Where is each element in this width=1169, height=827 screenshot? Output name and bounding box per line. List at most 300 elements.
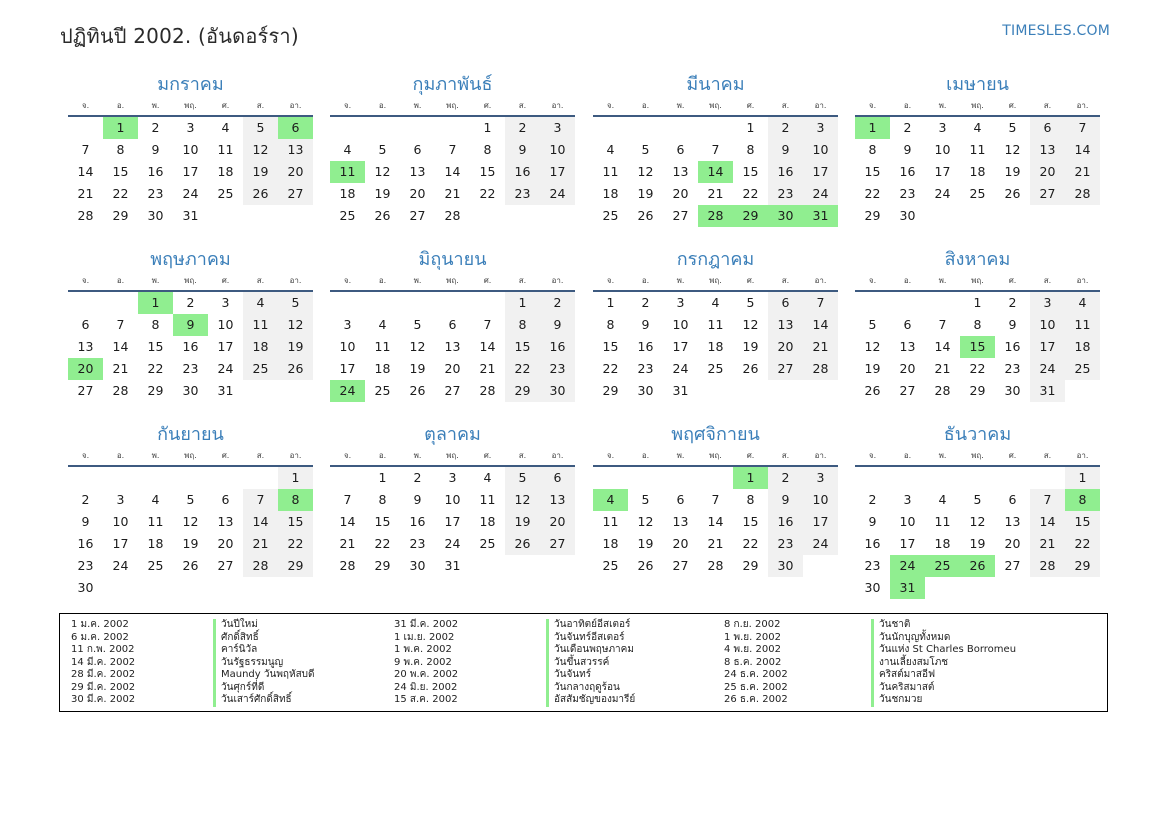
day-cell[interactable]: 16 <box>637 339 654 354</box>
day-cell[interactable]: 20 <box>278 161 313 183</box>
day-cell[interactable]: 8 <box>483 142 492 157</box>
day-cell[interactable]: 10 <box>934 142 951 157</box>
day-cell[interactable]: 19 <box>864 361 881 376</box>
day-cell[interactable]: 16 <box>899 164 916 179</box>
day-cell[interactable]: 3 <box>676 295 685 310</box>
day-cell[interactable]: 2 <box>868 492 877 507</box>
day-cell[interactable]: 7 <box>1065 117 1100 139</box>
day-cell[interactable]: 31 <box>1030 380 1065 402</box>
day-cell[interactable]: 15 <box>1065 511 1100 533</box>
day-cell[interactable]: 9 <box>151 142 160 157</box>
day-cell[interactable]: 28 <box>1065 183 1100 205</box>
day-cell[interactable]: 22 <box>374 536 391 551</box>
day-cell[interactable]: 25 <box>479 536 496 551</box>
day-cell[interactable]: 5 <box>641 142 650 157</box>
day-cell[interactable]: 5 <box>186 492 195 507</box>
day-cell[interactable]: 26 <box>243 183 278 205</box>
day-cell[interactable]: 26 <box>637 558 654 573</box>
day-cell[interactable]: 6 <box>768 292 803 314</box>
day-cell[interactable]: 6 <box>1030 117 1065 139</box>
holiday-day-cell[interactable]: 15 <box>960 336 995 358</box>
day-cell[interactable]: 7 <box>711 492 720 507</box>
day-cell[interactable]: 15 <box>374 514 391 529</box>
day-cell[interactable]: 5 <box>378 142 387 157</box>
day-cell[interactable]: 4 <box>343 142 352 157</box>
day-cell[interactable]: 28 <box>934 383 951 398</box>
day-cell[interactable]: 24 <box>803 183 838 205</box>
day-cell[interactable]: 16 <box>864 536 881 551</box>
day-cell[interactable]: 25 <box>339 208 356 223</box>
day-cell[interactable]: 8 <box>973 317 982 332</box>
day-cell[interactable]: 11 <box>243 314 278 336</box>
day-cell[interactable]: 9 <box>768 139 803 161</box>
day-cell[interactable]: 6 <box>676 142 685 157</box>
day-cell[interactable]: 29 <box>278 555 313 577</box>
day-cell[interactable]: 12 <box>243 139 278 161</box>
day-cell[interactable]: 1 <box>746 120 755 135</box>
day-cell[interactable]: 6 <box>221 492 230 507</box>
holiday-day-cell[interactable]: 24 <box>890 555 925 577</box>
day-cell[interactable]: 11 <box>969 142 986 157</box>
day-cell[interactable]: 21 <box>479 361 496 376</box>
day-cell[interactable]: 16 <box>768 161 803 183</box>
day-cell[interactable]: 5 <box>973 492 982 507</box>
day-cell[interactable]: 19 <box>1004 164 1021 179</box>
day-cell[interactable]: 9 <box>413 492 422 507</box>
day-cell[interactable]: 27 <box>672 558 689 573</box>
day-cell[interactable]: 19 <box>637 536 654 551</box>
day-cell[interactable]: 16 <box>505 161 540 183</box>
day-cell[interactable]: 26 <box>864 383 881 398</box>
day-cell[interactable]: 15 <box>742 164 759 179</box>
day-cell[interactable]: 4 <box>221 120 230 135</box>
day-cell[interactable]: 6 <box>1008 492 1017 507</box>
day-cell[interactable]: 2 <box>1008 295 1017 310</box>
day-cell[interactable]: 3 <box>448 470 457 485</box>
day-cell[interactable]: 28 <box>803 358 838 380</box>
day-cell[interactable]: 20 <box>1030 161 1065 183</box>
day-cell[interactable]: 6 <box>81 317 90 332</box>
day-cell[interactable]: 12 <box>278 314 313 336</box>
day-cell[interactable]: 8 <box>378 492 387 507</box>
day-cell[interactable]: 25 <box>707 361 724 376</box>
day-cell[interactable]: 30 <box>864 580 881 595</box>
day-cell[interactable]: 2 <box>768 117 803 139</box>
day-cell[interactable]: 16 <box>182 339 199 354</box>
day-cell[interactable]: 8 <box>746 142 755 157</box>
holiday-day-cell[interactable]: 8 <box>278 489 313 511</box>
day-cell[interactable]: 16 <box>147 164 164 179</box>
day-cell[interactable]: 21 <box>1030 533 1065 555</box>
day-cell[interactable]: 24 <box>540 183 575 205</box>
day-cell[interactable]: 10 <box>217 317 234 332</box>
day-cell[interactable]: 23 <box>182 361 199 376</box>
day-cell[interactable]: 27 <box>1004 558 1021 573</box>
day-cell[interactable]: 5 <box>1008 120 1017 135</box>
day-cell[interactable]: 18 <box>934 536 951 551</box>
day-cell[interactable]: 18 <box>602 186 619 201</box>
day-cell[interactable]: 15 <box>479 164 496 179</box>
day-cell[interactable]: 28 <box>479 383 496 398</box>
day-cell[interactable]: 3 <box>186 120 195 135</box>
day-cell[interactable]: 18 <box>243 336 278 358</box>
day-cell[interactable]: 3 <box>343 317 352 332</box>
day-cell[interactable]: 13 <box>899 339 916 354</box>
day-cell[interactable]: 23 <box>1004 361 1021 376</box>
day-cell[interactable]: 24 <box>934 186 951 201</box>
day-cell[interactable]: 9 <box>540 314 575 336</box>
day-cell[interactable]: 23 <box>409 536 426 551</box>
day-cell[interactable]: 23 <box>899 186 916 201</box>
day-cell[interactable]: 26 <box>1004 186 1021 201</box>
day-cell[interactable]: 16 <box>1004 339 1021 354</box>
day-cell[interactable]: 11 <box>602 514 619 529</box>
day-cell[interactable]: 3 <box>803 117 838 139</box>
day-cell[interactable]: 13 <box>278 139 313 161</box>
day-cell[interactable]: 20 <box>672 536 689 551</box>
day-cell[interactable]: 12 <box>1004 142 1021 157</box>
day-cell[interactable]: 17 <box>1030 336 1065 358</box>
day-cell[interactable]: 4 <box>973 120 982 135</box>
day-cell[interactable]: 28 <box>1030 555 1065 577</box>
holiday-day-cell[interactable]: 31 <box>890 577 925 599</box>
day-cell[interactable]: 2 <box>81 492 90 507</box>
day-cell[interactable]: 18 <box>1065 336 1100 358</box>
day-cell[interactable]: 21 <box>934 361 951 376</box>
day-cell[interactable]: 13 <box>217 514 234 529</box>
day-cell[interactable]: 8 <box>505 314 540 336</box>
holiday-day-cell[interactable]: 24 <box>330 380 365 402</box>
day-cell[interactable]: 27 <box>77 383 94 398</box>
day-cell[interactable]: 4 <box>1065 292 1100 314</box>
day-cell[interactable]: 12 <box>742 317 759 332</box>
day-cell[interactable]: 27 <box>768 358 803 380</box>
day-cell[interactable]: 30 <box>768 555 803 577</box>
day-cell[interactable]: 1 <box>606 295 615 310</box>
day-cell[interactable]: 19 <box>742 339 759 354</box>
day-cell[interactable]: 2 <box>768 467 803 489</box>
day-cell[interactable]: 26 <box>505 533 540 555</box>
day-cell[interactable]: 2 <box>151 120 160 135</box>
day-cell[interactable]: 9 <box>903 142 912 157</box>
day-cell[interactable]: 22 <box>742 186 759 201</box>
day-cell[interactable]: 22 <box>1065 533 1100 555</box>
holiday-day-cell[interactable]: 8 <box>1065 489 1100 511</box>
day-cell[interactable]: 10 <box>1030 314 1065 336</box>
day-cell[interactable]: 4 <box>606 142 615 157</box>
day-cell[interactable]: 22 <box>278 533 313 555</box>
day-cell[interactable]: 8 <box>746 492 755 507</box>
day-cell[interactable]: 13 <box>672 164 689 179</box>
day-cell[interactable]: 7 <box>243 489 278 511</box>
day-cell[interactable]: 29 <box>742 558 759 573</box>
day-cell[interactable]: 14 <box>444 164 461 179</box>
day-cell[interactable]: 19 <box>243 161 278 183</box>
day-cell[interactable]: 24 <box>672 361 689 376</box>
day-cell[interactable]: 14 <box>803 314 838 336</box>
day-cell[interactable]: 26 <box>637 208 654 223</box>
day-cell[interactable]: 11 <box>479 492 496 507</box>
day-cell[interactable]: 28 <box>707 558 724 573</box>
day-cell[interactable]: 17 <box>182 164 199 179</box>
day-cell[interactable]: 14 <box>243 511 278 533</box>
day-cell[interactable]: 25 <box>969 186 986 201</box>
day-cell[interactable]: 27 <box>278 183 313 205</box>
day-cell[interactable]: 18 <box>217 164 234 179</box>
day-cell[interactable]: 6 <box>448 317 457 332</box>
day-cell[interactable]: 15 <box>147 339 164 354</box>
day-cell[interactable]: 17 <box>540 161 575 183</box>
day-cell[interactable]: 22 <box>742 536 759 551</box>
day-cell[interactable]: 10 <box>672 317 689 332</box>
day-cell[interactable]: 27 <box>1030 183 1065 205</box>
day-cell[interactable]: 21 <box>707 536 724 551</box>
day-cell[interactable]: 29 <box>864 208 881 223</box>
day-cell[interactable]: 14 <box>707 514 724 529</box>
day-cell[interactable]: 26 <box>182 558 199 573</box>
day-cell[interactable]: 17 <box>217 339 234 354</box>
day-cell[interactable]: 1 <box>973 295 982 310</box>
day-cell[interactable]: 20 <box>1004 536 1021 551</box>
day-cell[interactable]: 4 <box>243 292 278 314</box>
day-cell[interactable]: 21 <box>339 536 356 551</box>
day-cell[interactable]: 20 <box>768 336 803 358</box>
day-cell[interactable]: 17 <box>672 339 689 354</box>
day-cell[interactable]: 5 <box>746 295 755 310</box>
day-cell[interactable]: 16 <box>409 514 426 529</box>
day-cell[interactable]: 23 <box>637 361 654 376</box>
day-cell[interactable]: 25 <box>1065 358 1100 380</box>
day-cell[interactable]: 18 <box>602 536 619 551</box>
day-cell[interactable]: 18 <box>479 514 496 529</box>
day-cell[interactable]: 4 <box>483 470 492 485</box>
day-cell[interactable]: 14 <box>934 339 951 354</box>
day-cell[interactable]: 2 <box>641 295 650 310</box>
day-cell[interactable]: 10 <box>112 514 129 529</box>
day-cell[interactable]: 17 <box>899 536 916 551</box>
day-cell[interactable]: 27 <box>672 208 689 223</box>
day-cell[interactable]: 25 <box>217 186 234 201</box>
day-cell[interactable]: 3 <box>1030 292 1065 314</box>
day-cell[interactable]: 13 <box>444 339 461 354</box>
day-cell[interactable]: 17 <box>803 161 838 183</box>
day-cell[interactable]: 4 <box>151 492 160 507</box>
holiday-day-cell[interactable]: 14 <box>698 161 733 183</box>
day-cell[interactable]: 9 <box>868 514 877 529</box>
day-cell[interactable]: 24 <box>217 361 234 376</box>
day-cell[interactable]: 4 <box>938 492 947 507</box>
day-cell[interactable]: 1 <box>1065 467 1100 489</box>
day-cell[interactable]: 21 <box>444 186 461 201</box>
day-cell[interactable]: 5 <box>413 317 422 332</box>
day-cell[interactable]: 11 <box>1065 314 1100 336</box>
day-cell[interactable]: 8 <box>116 142 125 157</box>
day-cell[interactable]: 3 <box>116 492 125 507</box>
day-cell[interactable]: 26 <box>409 383 426 398</box>
day-cell[interactable]: 31 <box>182 208 199 223</box>
day-cell[interactable]: 7 <box>483 317 492 332</box>
day-cell[interactable]: 9 <box>768 489 803 511</box>
day-cell[interactable]: 10 <box>540 139 575 161</box>
day-cell[interactable]: 3 <box>903 492 912 507</box>
day-cell[interactable]: 27 <box>217 558 234 573</box>
day-cell[interactable]: 20 <box>540 511 575 533</box>
day-cell[interactable]: 11 <box>374 339 391 354</box>
day-cell[interactable]: 29 <box>1065 555 1100 577</box>
day-cell[interactable]: 19 <box>969 536 986 551</box>
day-cell[interactable]: 7 <box>81 142 90 157</box>
day-cell[interactable]: 4 <box>378 317 387 332</box>
day-cell[interactable]: 17 <box>112 536 129 551</box>
day-cell[interactable]: 10 <box>339 339 356 354</box>
day-cell[interactable]: 1 <box>278 467 313 489</box>
day-cell[interactable]: 18 <box>707 339 724 354</box>
day-cell[interactable]: 9 <box>1008 317 1017 332</box>
day-cell[interactable]: 30 <box>182 383 199 398</box>
day-cell[interactable]: 19 <box>505 511 540 533</box>
day-cell[interactable]: 13 <box>672 514 689 529</box>
day-cell[interactable]: 22 <box>864 186 881 201</box>
day-cell[interactable]: 11 <box>934 514 951 529</box>
day-cell[interactable]: 29 <box>112 208 129 223</box>
day-cell[interactable]: 17 <box>339 361 356 376</box>
day-cell[interactable]: 10 <box>803 489 838 511</box>
day-cell[interactable]: 22 <box>147 361 164 376</box>
day-cell[interactable]: 15 <box>112 164 129 179</box>
day-cell[interactable]: 25 <box>602 558 619 573</box>
day-cell[interactable]: 8 <box>868 142 877 157</box>
day-cell[interactable]: 28 <box>444 208 461 223</box>
site-link[interactable]: TIMESLES.COM <box>1002 23 1110 39</box>
day-cell[interactable]: 7 <box>448 142 457 157</box>
day-cell[interactable]: 15 <box>505 336 540 358</box>
day-cell[interactable]: 13 <box>409 164 426 179</box>
day-cell[interactable]: 19 <box>278 336 313 358</box>
day-cell[interactable]: 13 <box>540 489 575 511</box>
day-cell[interactable]: 19 <box>182 536 199 551</box>
day-cell[interactable]: 31 <box>444 558 461 573</box>
day-cell[interactable]: 3 <box>540 117 575 139</box>
day-cell[interactable]: 23 <box>768 533 803 555</box>
day-cell[interactable]: 4 <box>711 295 720 310</box>
day-cell[interactable]: 12 <box>969 514 986 529</box>
day-cell[interactable]: 29 <box>969 383 986 398</box>
holiday-day-cell[interactable]: 1 <box>733 467 768 489</box>
holiday-day-cell[interactable]: 26 <box>960 555 995 577</box>
holiday-day-cell[interactable]: 1 <box>138 292 173 314</box>
day-cell[interactable]: 29 <box>505 380 540 402</box>
day-cell[interactable]: 1 <box>483 120 492 135</box>
day-cell[interactable]: 2 <box>413 470 422 485</box>
day-cell[interactable]: 22 <box>479 186 496 201</box>
holiday-day-cell[interactable]: 4 <box>593 489 628 511</box>
day-cell[interactable]: 10 <box>899 514 916 529</box>
day-cell[interactable]: 13 <box>1030 139 1065 161</box>
day-cell[interactable]: 17 <box>444 514 461 529</box>
day-cell[interactable]: 16 <box>768 511 803 533</box>
day-cell[interactable]: 5 <box>868 317 877 332</box>
holiday-day-cell[interactable]: 6 <box>278 117 313 139</box>
day-cell[interactable]: 29 <box>147 383 164 398</box>
day-cell[interactable]: 5 <box>243 117 278 139</box>
day-cell[interactable]: 19 <box>374 186 391 201</box>
day-cell[interactable]: 7 <box>711 142 720 157</box>
day-cell[interactable]: 28 <box>243 555 278 577</box>
holiday-day-cell[interactable]: 1 <box>855 117 890 139</box>
day-cell[interactable]: 28 <box>77 208 94 223</box>
day-cell[interactable]: 21 <box>77 186 94 201</box>
day-cell[interactable]: 27 <box>409 208 426 223</box>
day-cell[interactable]: 27 <box>444 383 461 398</box>
day-cell[interactable]: 14 <box>1065 139 1100 161</box>
day-cell[interactable]: 10 <box>444 492 461 507</box>
holiday-day-cell[interactable]: 30 <box>768 205 803 227</box>
day-cell[interactable]: 9 <box>641 317 650 332</box>
holiday-day-cell[interactable]: 11 <box>330 161 365 183</box>
day-cell[interactable]: 9 <box>505 139 540 161</box>
day-cell[interactable]: 24 <box>112 558 129 573</box>
day-cell[interactable]: 6 <box>540 467 575 489</box>
day-cell[interactable]: 11 <box>147 514 164 529</box>
day-cell[interactable]: 7 <box>116 317 125 332</box>
day-cell[interactable]: 25 <box>147 558 164 573</box>
day-cell[interactable]: 6 <box>676 492 685 507</box>
day-cell[interactable]: 7 <box>343 492 352 507</box>
day-cell[interactable]: 2 <box>186 295 195 310</box>
day-cell[interactable]: 12 <box>637 514 654 529</box>
day-cell[interactable]: 23 <box>147 186 164 201</box>
day-cell[interactable]: 18 <box>969 164 986 179</box>
day-cell[interactable]: 1 <box>378 470 387 485</box>
day-cell[interactable]: 6 <box>413 142 422 157</box>
day-cell[interactable]: 19 <box>637 186 654 201</box>
day-cell[interactable]: 14 <box>77 164 94 179</box>
holiday-day-cell[interactable]: 29 <box>733 205 768 227</box>
day-cell[interactable]: 19 <box>409 361 426 376</box>
holiday-day-cell[interactable]: 20 <box>68 358 103 380</box>
day-cell[interactable]: 22 <box>112 186 129 201</box>
day-cell[interactable]: 26 <box>374 208 391 223</box>
day-cell[interactable]: 8 <box>606 317 615 332</box>
day-cell[interactable]: 2 <box>903 120 912 135</box>
day-cell[interactable]: 7 <box>1030 489 1065 511</box>
day-cell[interactable]: 18 <box>374 361 391 376</box>
day-cell[interactable]: 16 <box>540 336 575 358</box>
day-cell[interactable]: 11 <box>602 164 619 179</box>
day-cell[interactable]: 3 <box>803 467 838 489</box>
day-cell[interactable]: 14 <box>339 514 356 529</box>
day-cell[interactable]: 1 <box>505 292 540 314</box>
day-cell[interactable]: 22 <box>969 361 986 376</box>
day-cell[interactable]: 23 <box>768 183 803 205</box>
day-cell[interactable]: 30 <box>147 208 164 223</box>
day-cell[interactable]: 12 <box>864 339 881 354</box>
day-cell[interactable]: 24 <box>182 186 199 201</box>
day-cell[interactable]: 30 <box>77 580 94 595</box>
day-cell[interactable]: 18 <box>339 186 356 201</box>
day-cell[interactable]: 23 <box>864 558 881 573</box>
day-cell[interactable]: 21 <box>243 533 278 555</box>
day-cell[interactable]: 11 <box>217 142 234 157</box>
day-cell[interactable]: 20 <box>899 361 916 376</box>
day-cell[interactable]: 21 <box>112 361 129 376</box>
day-cell[interactable]: 14 <box>479 339 496 354</box>
day-cell[interactable]: 7 <box>803 292 838 314</box>
day-cell[interactable]: 9 <box>81 514 90 529</box>
day-cell[interactable]: 3 <box>221 295 230 310</box>
day-cell[interactable]: 20 <box>672 186 689 201</box>
day-cell[interactable]: 12 <box>374 164 391 179</box>
